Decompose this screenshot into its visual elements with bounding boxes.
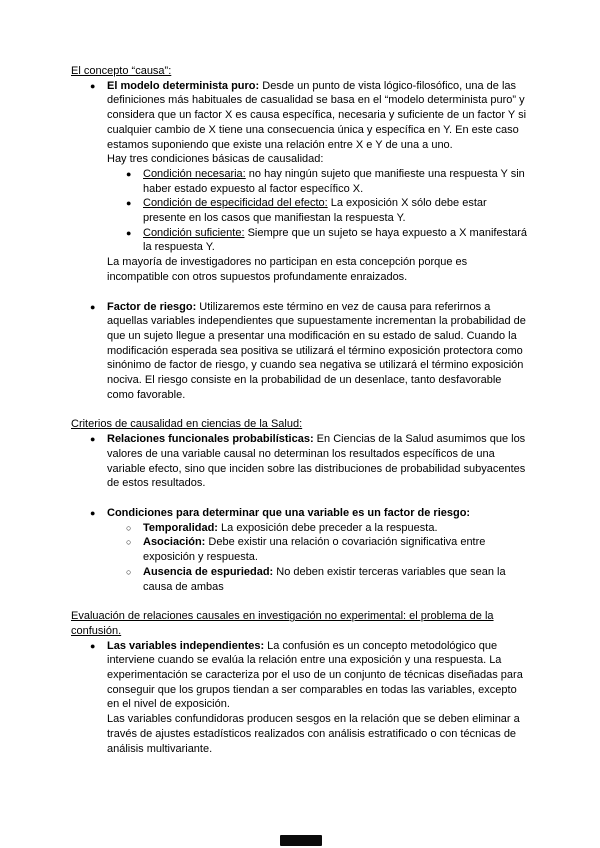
bullet-icon: ○ (126, 566, 132, 577)
sub-bullet-lead: Ausencia de espuriedad: (143, 565, 274, 578)
sub-bullet-item (71, 535, 530, 564)
footer-redaction-bar (280, 835, 322, 846)
bullet-subline: Hay tres condiciones básicas de causalidad: (107, 153, 324, 166)
bullet-item (71, 79, 530, 167)
bullet-icon: ● (90, 507, 96, 518)
sub-bullet-text: Debe existir una relación o covariación significativa entre exposición y respuesta. (143, 536, 486, 564)
bullet-item (71, 639, 530, 713)
bullet-icon: ● (126, 227, 132, 238)
sub-bullet-item (71, 521, 530, 536)
sub-bullet-item (71, 226, 530, 255)
sub-bullet-text: La exposición debe preceder a la respuesta. (217, 521, 438, 534)
bullet-icon: ● (90, 80, 96, 91)
bullet-item (71, 506, 530, 521)
bullet-icon: ● (90, 301, 96, 312)
sub-bullet-item (71, 565, 530, 594)
sub-bullet-text: No deben existir terceras variables que sean la causa de ambas (143, 565, 506, 593)
bullet-lead: El modelo determinista puro: (107, 79, 260, 92)
section-heading: Criterios de causalidad en ciencias de la Salud: (71, 418, 303, 431)
bullet-text: Utilizaremos este término en vez de causa para referirnos a aquellas variables independientes que supuestamente incrementan la probabilidad de que un sujeto llegue a presentar una modificación en su estado de salud. Cuando la modificación esperada sea positiva se utilizará el término exposición protectora como sinónimo de factor de riesgo, y cuando sea negativa se utilizará el término exposición nociva. El riesgo consiste en la probabilidad de un desenlace, tanto desfavorable como favorable. (107, 300, 526, 401)
bullet-lead: Las variables independientes: (107, 639, 265, 652)
bullet-icon: ○ (126, 522, 132, 533)
bullet-text: En Ciencias de la Salud asumimos que los valores de una variable causal no determinan los resultados específicos de una variable efecto, sino que inciden sobre las distribuciones de probabilidad subyacentes de estos resultados. (107, 433, 526, 490)
sub-bullet-text: La exposición X sólo debe estar presente en los casos que manifiestan la respuesta Y. (143, 197, 487, 225)
bullet-text: Desde un punto de vista lógico-filosófico, una de las definiciones más habituales de casualidad se basa en el “modelo determinista puro” y considera que un factor X es causa específica, necesaria y suficiente de un factor Y si cualquier cambio de X tiene una consecuencia única y específica en Y. En este caso estamos suponiendo que existe una relación entre X e Y de una a uno. (107, 79, 527, 151)
bullet-icon: ● (90, 434, 96, 445)
sub-bullet-item (71, 196, 530, 225)
bullet-lead: Factor de riesgo: (107, 300, 197, 313)
sub-bullet-lead: Asociación: (143, 536, 206, 549)
paragraph: Las variables confundidoras producen sesgos en la relación que se deben eliminar a través de ajustes estadísticos realizados con análisis estratificado o con técnicas de análisis multivariante. (107, 713, 520, 755)
sub-bullet-item (71, 167, 530, 196)
sub-bullet-text: Siempre que un sujeto se haya expuesto a X manifestará la respuesta Y. (143, 226, 528, 254)
bullet-item (71, 432, 530, 491)
bullet-icon: ● (126, 198, 132, 209)
bullet-text: La confusión es un concepto metodológico que interviene cuando se evalúa la relación entre una exposición y una respuesta. La experimentación se caracteriza por el uso de un conjunto de técnicas diseñadas para conseguir que los grupos tiendan a ser comparables en todas las variables, excepto en el nivel de exposición. (107, 639, 523, 711)
paragraph: La mayoría de investigadores no participan en esta concepción porque es incompatible con otros supuestos profundamente enraizados. (107, 256, 468, 283)
bullet-icon: ○ (126, 537, 132, 548)
bullet-icon: ● (126, 168, 132, 179)
sub-bullet-lead: Temporalidad: (143, 521, 218, 534)
bullet-lead: Relaciones funcionales probabilísticas: (107, 433, 314, 446)
sub-bullet-text: no hay ningún sujeto que manifieste una respuesta Y sin haber estado expuesto al factor específico X. (143, 167, 525, 195)
bullet-item (71, 300, 530, 403)
bullet-lead: Condiciones para determinar que una variable es un factor de riesgo: (107, 506, 471, 519)
section-heading: El concepto “causa”: (71, 65, 172, 77)
section-heading: Evaluación de relaciones causales en investigación no experimental: el problema de la confusión. (71, 610, 494, 637)
sub-bullet-lead: Condición necesaria: (143, 167, 246, 180)
sub-bullet-lead: Condición de especificidad del efecto: (143, 197, 328, 210)
sub-bullet-lead: Condición suficiente: (143, 226, 245, 239)
bullet-icon: ● (90, 640, 96, 651)
